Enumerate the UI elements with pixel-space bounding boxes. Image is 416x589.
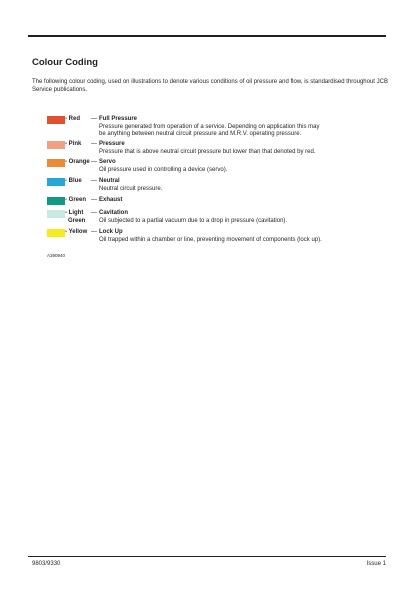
colour-meaning-title: Lock Up (99, 229, 123, 235)
colour-meaning-text: be anything between neutral circuit pressure and M.R.V. operating pressure. (99, 131, 302, 137)
colour-description-orange (99, 159, 389, 174)
separator-dash: — (91, 210, 97, 216)
colour-swatch-yellow (47, 229, 65, 237)
colour-description-pink (99, 141, 389, 156)
colour-swatch-pink (47, 141, 65, 149)
bottom-rule (28, 556, 386, 557)
colour-description-light-green (99, 210, 389, 225)
colour-swatch-orange (47, 159, 65, 167)
colour-name-green: - Green (65, 197, 87, 203)
colour-meaning-text: Neutral circuit pressure. (99, 185, 163, 192)
colour-description-red (99, 116, 389, 139)
separator-dash: — (91, 197, 97, 203)
colour-name-yellow: - Yellow (65, 229, 88, 235)
colour-name-pink: - Pink (65, 141, 82, 147)
top-rule (28, 35, 386, 37)
colour-meaning-title: Exhaust (99, 197, 123, 203)
colour-meaning-text: Pressure generated from operation of a service. Depending on application this may (99, 123, 320, 130)
separator-dash: — (91, 229, 97, 235)
separator-dash: — (91, 141, 97, 147)
colour-meaning-title: Servo (99, 159, 116, 165)
colour-swatch-green (47, 197, 65, 205)
colour-meaning-title: Pressure (99, 141, 125, 147)
colour-swatch-light-green (47, 210, 65, 218)
colour-name-light-green: - Light Green (65, 210, 86, 224)
separator-dash: — (91, 178, 97, 184)
colour-meaning-text: Oil trapped within a chamber or line, preventing movement of components (lock up). (99, 236, 322, 243)
separator-dash: — (91, 159, 97, 165)
colour-name-blue: - Blue (65, 178, 82, 184)
colour-description-blue (99, 178, 389, 193)
document-number: 9803/9330 (32, 561, 61, 567)
colour-swatch-blue (47, 178, 65, 186)
page-title: Colour Coding (32, 57, 98, 68)
colour-meaning-text: Oil pressure used in controlling a device (servo). (99, 166, 228, 173)
colour-name-orange: - Orange (65, 159, 90, 165)
issue-label: Issue 1 (366, 561, 386, 567)
colour-meaning-title: Neutral (99, 178, 120, 184)
colour-description-yellow (99, 229, 389, 244)
colour-description-green (99, 197, 389, 205)
colour-name-red: - Red (65, 116, 81, 122)
colour-swatch-red (47, 116, 65, 124)
colour-meaning-text: Oil subjected to a partial vacuum due to a drop in pressure (cavitation). (99, 217, 288, 224)
figure-reference: A390940 (47, 253, 66, 258)
separator-dash: — (91, 116, 97, 122)
colour-meaning-title: Cavitation (99, 210, 129, 216)
colour-meaning-title: Full Pressure (99, 116, 138, 122)
colour-meaning-text: Pressure that is above neutral circuit pressure but lower than that denoted by red. (99, 148, 316, 155)
intro-paragraph: The following colour coding, used on illustrations to denote various conditions of oil pressure and flow, is standardised throughout JCB Service publications. (32, 79, 388, 93)
